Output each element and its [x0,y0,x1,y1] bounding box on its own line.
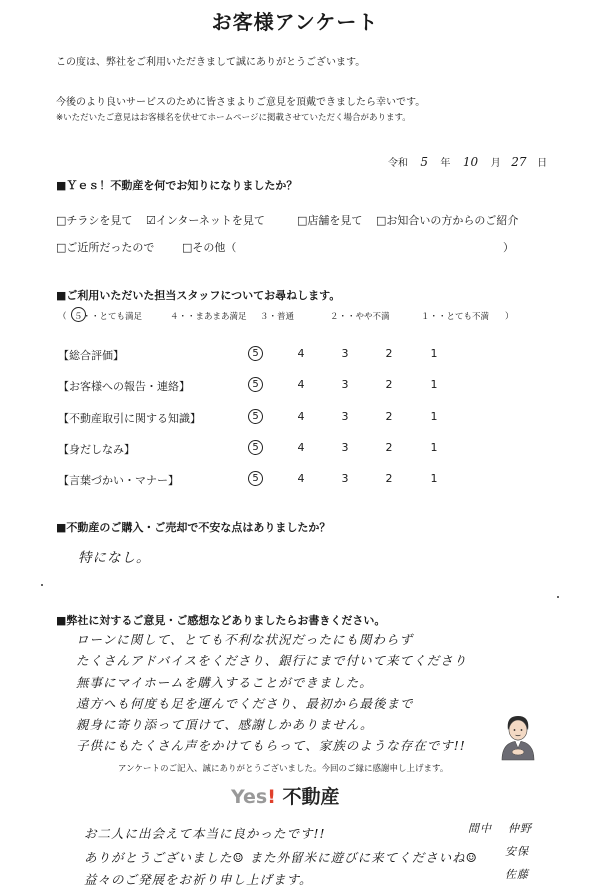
staff-signature: 佐藤 [505,868,529,881]
q1-option-internet[interactable]: ☑インターネットを見て [146,214,265,227]
rating-option-4[interactable]: 4 [297,378,305,391]
scan-speck [41,584,43,586]
q4-answer-line: たくさんアドバイスをくださり、銀行にまで付いて来てくださり [76,653,468,668]
scan-speck [557,596,559,598]
q4-answer-line: 親身に寄り添って頂けて、感謝しかありません。 [76,717,374,732]
q3-handwritten-answer: 特になし。 [78,550,151,566]
intro-note: ※いただいたご意見はお客様名を伏せてホームページに掲載させていただく場合があります。 [56,113,411,123]
staff-signature: 安保 [505,845,529,858]
q2-scale-2: ２・・やや不満 [330,312,390,322]
brand-logo [231,782,340,809]
staff-signature: 間中 [468,822,492,835]
rating-option-1[interactable]: 1 [430,472,438,485]
q3-heading: ■不動産のご購入・ご売却で不安な点はありましたか？ [56,521,331,534]
q4-answer-line: 遠方へも何度も足を運んでくださり、最初から最後まで [76,696,414,711]
rating-option-2[interactable]: 2 [385,378,393,391]
date-field [388,154,547,169]
rating-option-3[interactable]: 3 [341,378,349,391]
person-illustration-icon [494,712,542,762]
rating-option-1[interactable]: 1 [430,441,438,454]
rating-option-2[interactable]: 2 [385,410,393,423]
rating-selected-circle[interactable]: 5 [248,471,263,486]
date-day: 27 [511,155,527,169]
rating-option-4[interactable]: 4 [297,472,305,485]
rating-selected-circle[interactable]: 5 [248,346,263,361]
brand-logo-yes: Yes [231,786,268,808]
q1-other-close-paren: ） [503,241,514,254]
rating-row-label: 【不動産取引に関する知識】 [58,412,201,425]
q2-scale-open: （ [58,312,67,322]
q2-scale-3: ３・普通 [260,312,295,322]
brand-logo-bang: ! [267,786,276,808]
q2-heading: ■ご利用いただいた担当スタッフについてお尋ねします。 [56,289,341,302]
brand-logo-text: 不動産 [275,786,340,808]
thanks-message: アンケートのご記入、誠にありがとうございました。今回のご縁に感謝申し上げます。 [118,764,449,774]
q1-option-nearby[interactable]: □ご近所だったので [56,241,155,254]
rating-option-4[interactable]: 4 [297,410,305,423]
rating-row-label: 【身だしなみ】 [58,443,135,456]
rating-row-label: 【総合評価】 [58,349,124,362]
rating-option-2[interactable]: 2 [385,441,393,454]
date-month: 10 [462,155,479,169]
rating-row-label: 【言葉づかい・マナー】 [58,474,179,487]
page-title: お客様アンケート [211,10,379,34]
staff-reply-line: ありがとうございました☺ また外留米に遊びに来てくださいね☺ [84,850,478,865]
rating-option-3[interactable]: 3 [341,472,349,485]
rating-selected-circle[interactable]: 5 [248,377,263,392]
date-year: 5 [420,155,428,169]
staff-reply-line: 益々のご発展をお祈り申し上げます。 [84,872,313,887]
rating-option-1[interactable]: 1 [430,347,438,360]
q4-answer-line: 無事にマイホームを購入することができました。 [76,675,373,690]
date-month-unit: 月 [490,158,501,169]
date-year-unit: 年 [440,158,451,169]
q4-heading: ■弊社に対するご意見・ご感想などありましたらお書きください。 [56,614,386,627]
rating-option-3[interactable]: 3 [341,410,349,423]
staff-signature: 仲野 [508,822,532,835]
date-era: 令和 [388,158,408,169]
rating-option-3[interactable]: 3 [341,441,349,454]
rating-option-2[interactable]: 2 [385,347,393,360]
rating-option-1[interactable]: 1 [430,410,438,423]
intro-line-1: この度は、弊社をご利用いただきまして誠にありがとうございます。 [56,57,366,68]
rating-row-label: 【お客様への報告・連絡】 [58,380,190,393]
q1-option-other[interactable]: □その他（ [182,241,237,254]
q2-scale-close: ） [505,312,514,322]
q4-answer-line: ローンに関して、とても不利な状況だったにも関わらず [76,632,414,647]
rating-option-4[interactable]: 4 [297,441,305,454]
staff-reply-line: お二人に出会えて本当に良かったです!! [84,826,326,841]
rating-option-3[interactable]: 3 [341,347,349,360]
q4-answer-line: 子供にもたくさん声をかけてもらって、家族のような存在です!! [76,738,466,753]
intro-line-2: 今後のより良いサービスのために皆さまよりご意見を頂戴できましたら幸いです。 [56,97,426,108]
rating-option-1[interactable]: 1 [430,378,438,391]
rating-option-4[interactable]: 4 [297,347,305,360]
q2-scale-5: ５・・とても満足 [74,312,143,322]
q2-scale-4: ４・・まあまあ満足 [170,312,247,322]
q2-scale-1: １・・とても不満 [421,312,490,322]
rating-selected-circle[interactable]: 5 [248,440,263,455]
rating-option-2[interactable]: 2 [385,472,393,485]
q1-option-store[interactable]: □店舗を見て [297,214,363,227]
date-day-unit: 日 [537,158,548,169]
q1-option-flyer[interactable]: □チラシを見て [56,214,133,227]
q1-heading: ■Ｙｅｓ！不動産を何でお知りになりましたか？ [56,179,298,192]
q1-option-referral[interactable]: □お知合いの方からのご紹介 [376,214,519,227]
rating-selected-circle[interactable]: 5 [248,409,263,424]
